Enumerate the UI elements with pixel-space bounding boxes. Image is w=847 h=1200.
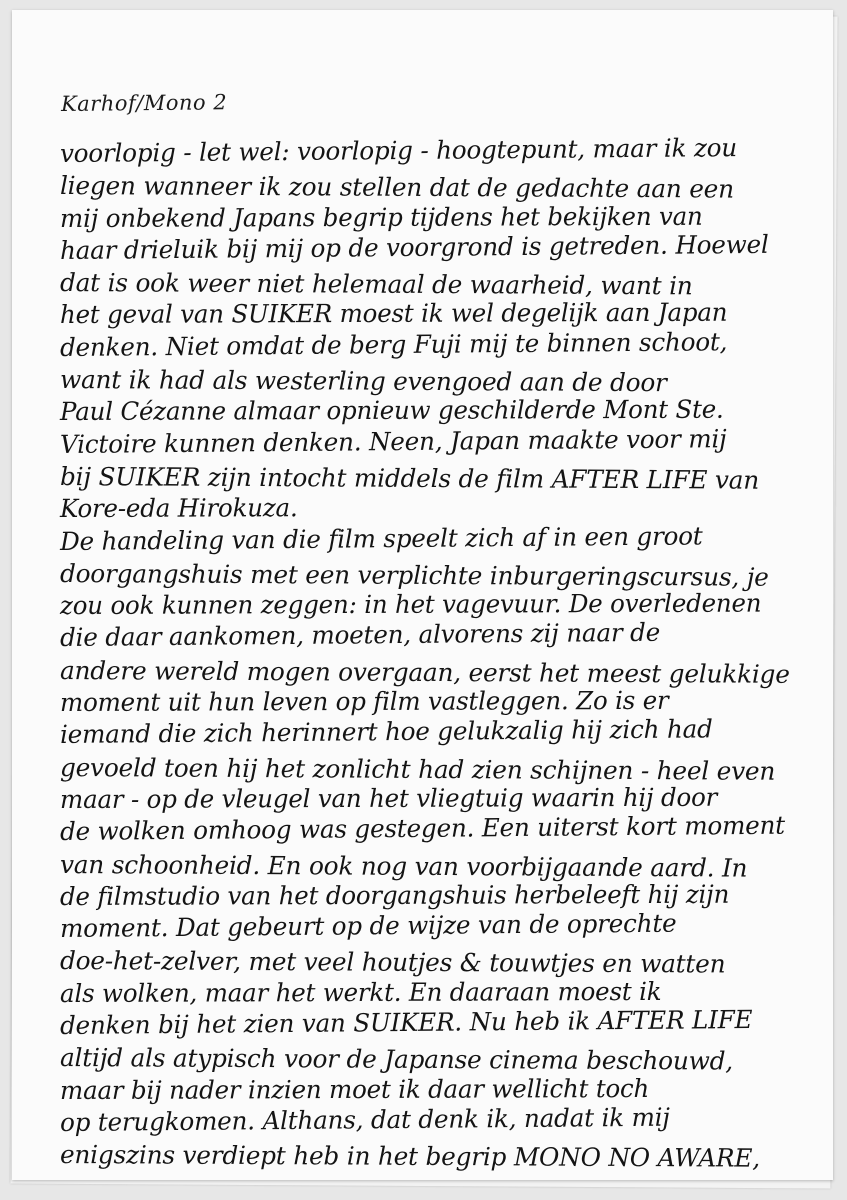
text-line: denken bij het zien van SUIKER. Nu heb ik AFTER LIFE — [59, 1004, 753, 1041]
text-line: het geval van SUIKER moest ik wel degelijk aan Japan — [59, 298, 728, 330]
text-line: zou ook kunnen zeggen: in het vagevuur. De overledenen — [59, 588, 762, 621]
text-line: Kore-eda Hirokuza. — [59, 493, 298, 524]
text-line: Victoire kunnen denken. Neen, Japan maakte voor mij — [59, 423, 727, 459]
text-line: De handeling van die film speelt zich af in een groot — [59, 520, 703, 556]
text-line: de wolken omhoog was gestegen. Een uiterst kort moment — [59, 810, 786, 847]
text-line: Paul Cézanne almaar opnieuw geschilderde Mont Ste. — [59, 395, 724, 427]
text-line: altijd als atypisch voor de Japanse cinema beschouwd, — [59, 1043, 734, 1076]
text-line: moment uit hun leven op film vastleggen. Zo is er — [59, 685, 669, 718]
text-line: doorgangshuis met een verplichte inburgeringscursus, je — [59, 558, 769, 592]
text-line: andere wereld mogen overgaan, eerst het meest gelukkige — [59, 655, 790, 689]
text-line: die daar aankomen, moeten, alvorens zij naar de — [59, 618, 661, 653]
text-line: mij onbekend Japans begrip tijdens het bekijken van — [59, 201, 703, 233]
text-line: gevoeld toen hij het zonlicht had zien schijnen - heel even — [59, 752, 776, 786]
handwritten-page — [12, 10, 833, 1180]
page-header: Karhof/Mono 2 — [60, 90, 228, 116]
handwritten-body — [59, 133, 800, 1173]
text-line: op terugkomen. Althans, dat denk ik, nadat ik mij — [59, 1102, 670, 1137]
text-line: enigszins verdiept heb in het begrip MONO NO AWARE, — [59, 1140, 760, 1173]
text-line: iemand die zich herinnert hoe gelukzalig hij zich had — [59, 714, 713, 750]
text-line: maar bij nader inzien moet ik daar wellicht toch — [59, 1073, 650, 1105]
text-line: moment. Dat gebeurt op de wijze van de oprechte — [59, 908, 677, 944]
text-line: denken. Niet omdat de berg Fuji mij te binnen schoot, — [59, 326, 728, 362]
text-line: want ik had als westerling evengoed aan de door — [59, 365, 667, 398]
text-line: van schoonheid. En ook nog van voorbijgaande aard. In — [59, 849, 748, 883]
text-line: haar drieluik bij mij op de voorgrond is getreden. Hoewel — [59, 229, 769, 265]
text-line: maar - op de vleugel van het vliegtuig waarin hij door — [59, 782, 718, 814]
text-line: als wolken, maar het werkt. En daaraan moest ik — [59, 976, 662, 1008]
text-line: voorlopig - let wel: voorlopig - hoogtepunt, maar ik zou — [59, 133, 738, 168]
text-line: doe-het-zelver, met veel houtjes & touwtjes en watten — [59, 946, 726, 979]
text-line: dat is ook weer niet helemaal de waarheid, want in — [59, 268, 693, 301]
text-line: bij SUIKER zijn intocht middels de film AFTER LIFE van — [59, 461, 760, 495]
text-line: de filmstudio van het doorgangshuis herbeleeft hij zijn — [59, 879, 730, 911]
text-line: liegen wanneer ik zou stellen dat de gedachte aan een — [59, 171, 734, 204]
